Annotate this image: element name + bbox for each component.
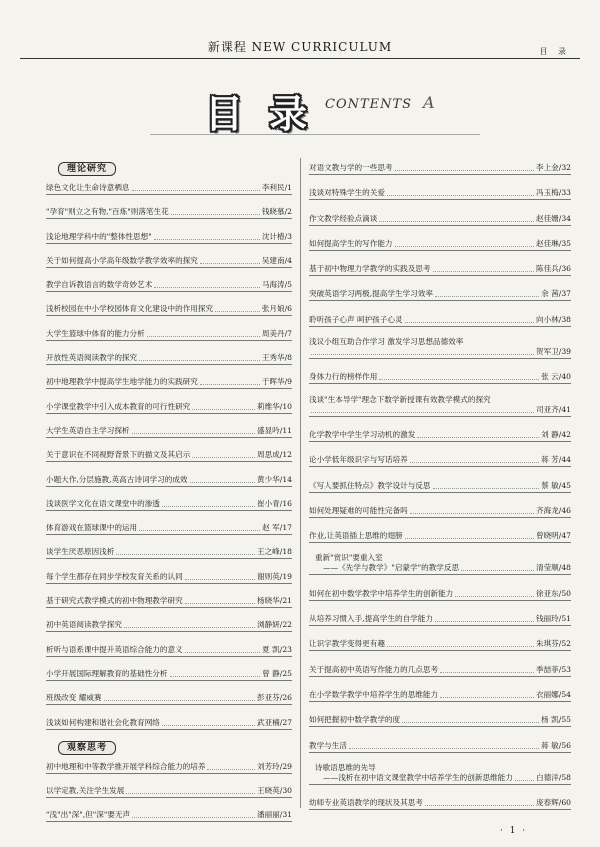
entry-title: "浅"出"深",但"深"要无声 [46, 810, 131, 820]
leader-dots [192, 457, 255, 458]
toc-entry [46, 617, 292, 632]
entry-author-page: 曾 静/25 [262, 668, 292, 678]
toc-entry [46, 666, 292, 681]
entry-title: 对语文教与学的一些思考 [309, 163, 393, 172]
entry-title: 绿色文化让生命诗意栖息 [46, 183, 130, 192]
leader-dots [104, 700, 255, 701]
section-heading-observation: 观察思考 [58, 741, 116, 755]
entry-author-page: 杨 凯/55 [541, 715, 571, 725]
toc-entry [309, 369, 571, 384]
entry-title: 幼师专业英语教学的现状及其思考 [309, 798, 423, 808]
leader-dots [311, 354, 534, 355]
entry-title: 如何把握初中数学教学的度 [309, 715, 401, 725]
entry-title: 小题大作,分层施教,英高古诗词学习的成效 [46, 474, 188, 484]
toc-entry [309, 312, 571, 327]
entry-author-page: 朱琪芬/52 [535, 639, 571, 649]
leader-dots [417, 437, 539, 438]
entry-author-page: 白德洋/58 [535, 772, 571, 782]
entry-subtitle: ——《先学与教学》"启蒙学"的教学反思 [323, 563, 460, 573]
entry-title: 基于研究式教学模式的初中物理教学研究 [46, 596, 183, 606]
entry-author-page: 李上金/32 [535, 163, 571, 172]
leader-dots [440, 697, 534, 698]
toc-entry [309, 160, 571, 175]
entry-title: 作文教学经验点滴谈 [309, 213, 378, 223]
toc-entry [46, 715, 292, 730]
entry-title: 身体力行的榜样作用 [309, 372, 378, 382]
entry-title: 重新"赏识"要重入室 [315, 553, 383, 563]
toc-title-cn: 目录 [205, 92, 334, 136]
leader-dots [311, 412, 534, 413]
entry-author-page: 季喆菲/53 [535, 664, 571, 674]
entry-author-page: 莉维华/10 [256, 401, 292, 411]
entry-author-page: 黄少华/14 [256, 474, 292, 484]
entry-title: 初中地理教学中提高学生地学能力的实践研究 [46, 377, 198, 387]
entry-author-page: 钱丽玲/51 [535, 614, 571, 624]
leader-dots [207, 769, 255, 770]
entry-author-page: 向小林/38 [535, 314, 571, 324]
entry-author-page: 张 云/40 [541, 372, 571, 382]
toc-entry [46, 472, 292, 487]
entry-title: 如何处理疑难的可能性完备吗 [309, 505, 408, 515]
title-rule [150, 134, 480, 135]
toc-entry [46, 544, 292, 559]
entry-author-page: 于晖华/9 [261, 377, 292, 387]
entry-title: 浅析校园在中小学校园体育文化建设中的作用探究 [46, 304, 214, 314]
toc-entry [46, 593, 292, 608]
entry-title: 初中英语阅读教学探究 [46, 620, 122, 630]
toc-entry [309, 185, 571, 200]
entry-title: 在小学数学教学中培养学生的思维能力 [309, 689, 439, 699]
toc-entry [309, 738, 571, 753]
toc-title-en: CONTENTS [325, 97, 413, 112]
toc-entry [46, 326, 292, 341]
leader-dots [395, 246, 534, 247]
entry-author-page: 谢则英/19 [256, 571, 292, 581]
entry-title: 《写人要抓住特点》教学设计与反思 [309, 480, 431, 490]
section-heading-theory: 理论研究 [58, 162, 116, 176]
entry-author-page: 蔡 敏/45 [541, 480, 571, 490]
entry-author-page: 清莹顺/48 [535, 563, 571, 573]
toc-title [205, 83, 465, 136]
toc-entry [309, 211, 571, 226]
toc-entry [309, 586, 571, 601]
entry-title: "孕育"则立之有物,"百炼"则落笔生花 [46, 207, 169, 217]
leader-dots [440, 672, 534, 673]
entry-title: 从培养习惯入手,提高学生的自学能力 [309, 614, 433, 624]
leader-dots [162, 725, 255, 726]
toc-entry [309, 712, 571, 727]
entry-author-page: 刘芳玲/29 [256, 761, 292, 771]
toc-entry [46, 496, 292, 511]
entry-title: 开放性英语阅读教学的探究 [46, 353, 138, 363]
toc-entry [309, 795, 571, 810]
entry-author-page: 司亚齐/41 [535, 404, 571, 414]
entry-title: 初中地理和中等教学推开展学科综合能力的培养 [46, 761, 206, 771]
entry-author-page: 周美丹/7 [261, 328, 292, 338]
toc-entry [309, 553, 571, 575]
leader-dots [139, 530, 260, 531]
leader-dots [192, 409, 255, 410]
leader-dots [410, 513, 534, 514]
leader-dots [387, 646, 534, 647]
entry-author-page: 杨晓华/21 [256, 596, 292, 606]
leader-dots [185, 579, 255, 580]
toc-entry [309, 687, 571, 702]
leader-dots [433, 271, 534, 272]
leader-dots [200, 384, 260, 385]
entry-title: 作业,让英语插上思维的翅膀 [309, 531, 403, 541]
entry-title: 关于提高初中英语写作能力的几点思考 [309, 664, 439, 674]
entry-title: 让识字教学变得更有趣 [309, 639, 385, 649]
entry-author-page: 蒋 芳/44 [541, 455, 571, 465]
toc-entry [46, 253, 292, 268]
entry-title: 浅谈医学文化在语文课堂中的渗透 [46, 498, 160, 508]
leader-dots [185, 603, 255, 604]
entry-author-page: 周思成/12 [256, 450, 292, 460]
entry-title: 班级改变 耀威赛 [46, 693, 102, 703]
toc-entry [46, 229, 292, 244]
toc-entry [46, 301, 292, 316]
toc-entry [46, 180, 292, 195]
toc-entry [46, 520, 292, 535]
toc-entry [46, 277, 292, 292]
entry-author-page: 蒋 敏/56 [541, 740, 571, 750]
leader-dots [405, 322, 534, 323]
page-number: · 1 · [500, 826, 528, 836]
entry-author-page: 张月娘/6 [261, 304, 292, 314]
leader-dots [126, 793, 255, 794]
toc-entry [46, 807, 292, 822]
toc-entry [46, 204, 292, 219]
entry-title: 聆听孩子心声 呵护孩子心灵 [309, 314, 403, 324]
leader-dots [185, 652, 260, 653]
leader-dots [116, 554, 255, 555]
entry-author-page: 刘 静/42 [541, 429, 571, 439]
entry-author-page: 王晓英/30 [256, 786, 292, 796]
flourish-icon: A [423, 93, 435, 112]
entry-author-page: 曾晓明/47 [535, 531, 571, 541]
entry-author-page: 王秀华/8 [261, 353, 292, 363]
toc-entry [309, 452, 571, 467]
leader-dots [132, 817, 255, 818]
entry-title: 教学与生活 [309, 740, 347, 750]
toc-entry [309, 503, 571, 518]
leader-dots [405, 538, 534, 539]
entry-author-page: 赵佳姗/34 [535, 213, 571, 223]
entry-title: 小学课堂教学中引入成本教育的可行性研究 [46, 401, 191, 411]
leader-dots [154, 287, 260, 288]
entry-title: 浅谈对特殊学生的关爱 [309, 188, 385, 198]
running-title: 新课程 NEW CURRICULUM [207, 40, 393, 54]
toc-entry [46, 423, 292, 438]
entry-author-page: 马海涛/5 [261, 280, 292, 290]
toc-entry [46, 374, 292, 389]
left-column [46, 160, 292, 832]
leader-dots [402, 722, 539, 723]
leader-dots [461, 570, 534, 571]
leader-dots [395, 170, 534, 171]
entry-title: 浅论地理学科中的"整体性思想" [46, 231, 152, 241]
toc-entry [309, 528, 571, 543]
leader-dots [433, 488, 540, 489]
leader-dots [132, 433, 255, 434]
entry-author-page: 徐亚东/50 [535, 588, 571, 598]
toc-entry [46, 690, 292, 705]
entry-title: 基于初中物理力学教学的实践及思考 [309, 264, 431, 274]
leader-dots [200, 263, 260, 264]
toc-entry [46, 642, 292, 657]
entry-author-page: 吴建南/4 [261, 255, 292, 265]
entry-author-page: 赵 军/17 [262, 523, 292, 533]
toc-entry [309, 662, 571, 677]
entry-title: 关于如何提高小学高年级数学教学效率的探究 [46, 255, 198, 265]
leader-dots [515, 780, 534, 781]
entry-title: 小学开展国际理解教育的基础性分析 [46, 668, 168, 678]
entry-title: 诗歌语思维的先导 [315, 762, 376, 772]
entry-author-page: 王之峰/18 [256, 547, 292, 557]
running-header [20, 36, 580, 59]
entry-title: 大学生英语自主学习探析 [46, 425, 130, 435]
entry-title: 关于意识在不同视野背景下的描文及其启示 [46, 450, 191, 460]
entry-author-page: 衣丽娜/54 [535, 689, 571, 699]
leader-dots [171, 214, 260, 215]
entry-author-page: 陈佳兵/36 [535, 264, 571, 274]
leader-dots [162, 506, 255, 507]
toc-entry [309, 427, 571, 442]
entry-title: 谈学生厌恶原因浅析 [46, 547, 115, 557]
entry-author-page: 盛显吟/11 [256, 425, 292, 435]
entry-author-page: 赵佳琳/35 [535, 238, 571, 248]
toc-entry [309, 261, 571, 276]
entry-title: 教学自诉教语言的数学奇妙艺术 [46, 280, 153, 290]
entry-subtitle: ——浅析在初中语文课堂教学中培养学生的创新思维能力 [323, 772, 513, 782]
leader-dots [379, 379, 539, 380]
leader-dots [147, 336, 260, 337]
leader-dots [139, 360, 260, 361]
leader-dots [349, 748, 539, 749]
entry-title: 突破英语学习两极,提高学生学习效率 [309, 289, 433, 299]
toc-entry [309, 337, 571, 359]
right-column [309, 160, 571, 820]
entry-author-page: 冯玉梅/33 [535, 188, 571, 198]
toc-entry [46, 350, 292, 365]
leader-dots [435, 296, 539, 297]
leader-dots [455, 596, 534, 597]
toc-entry [46, 783, 292, 798]
leader-dots [387, 195, 534, 196]
entry-author-page: 夏 凯/23 [262, 644, 292, 654]
toc-entry [309, 236, 571, 251]
entry-title: 浅谈"生本导学"理念下数学新授课有效教学模式的探究 [309, 394, 491, 404]
leader-dots [132, 190, 260, 191]
leader-dots [425, 805, 534, 806]
toc-entry [46, 759, 292, 774]
entry-author-page: 潘丽丽/31 [256, 810, 292, 820]
entry-author-page: 庞春辉/60 [535, 798, 571, 808]
leader-dots [190, 482, 255, 483]
entry-author-page: 武亚楠/27 [256, 717, 292, 727]
entry-author-page: 沈计椿/3 [261, 231, 292, 241]
toc-entry [46, 569, 292, 584]
entry-title: 体育游戏在篮球课中的运用 [46, 523, 138, 533]
entry-title: 如何在初中数学教学中培养学生的创新能力 [309, 588, 454, 598]
entry-author-page: 彭亚芬/26 [256, 693, 292, 703]
toc-entry [46, 399, 292, 414]
toc-entry [309, 636, 571, 651]
entry-title: 浅谈如何构建和谐社会化教育网络 [46, 717, 160, 727]
entry-author-page: 浏静妍/22 [256, 620, 292, 630]
entry-title: 如何提高学生的写作能力 [309, 238, 393, 248]
entry-author-page: 钱晓慕/2 [261, 207, 292, 217]
entry-title: 每个学生都存在同步学校发育关系的认同 [46, 571, 183, 581]
toc-entry [46, 447, 292, 462]
leader-dots [154, 239, 260, 240]
toc-entry [309, 763, 571, 785]
leader-dots [435, 621, 534, 622]
entry-author-page: 余 茜/37 [541, 289, 571, 299]
entry-title: 以学定教,关注学生发展 [46, 786, 125, 796]
entry-title: 化学教学中学生学习动机的激发 [309, 429, 416, 439]
entry-author-page: 贺军卫/39 [535, 347, 571, 357]
entry-title: 大学生篮球中体育的能力分析 [46, 328, 145, 338]
entry-author-page: 齐海龙/46 [535, 505, 571, 515]
leader-dots [379, 221, 534, 222]
leader-dots [170, 676, 261, 677]
entry-title: 论小学低年级识字与写话培养 [309, 455, 408, 465]
toc-entry [309, 611, 571, 626]
leader-dots [124, 627, 255, 628]
leader-dots [215, 311, 260, 312]
entry-author-page: 李利民/1 [261, 183, 292, 192]
toc-entry [309, 395, 571, 417]
entry-author-page: 崔小青/16 [256, 498, 292, 508]
leader-dots [410, 462, 539, 463]
column-divider [300, 158, 301, 808]
running-section-label: 目 录 [539, 47, 570, 56]
entry-title: 浅议小组互助合作学习 激发学习思想品德效率 [309, 337, 464, 347]
entry-title: 析听与语系课中提升英语综合能力的意义 [46, 644, 183, 654]
toc-entry [309, 478, 571, 493]
toc-entry [309, 286, 571, 301]
